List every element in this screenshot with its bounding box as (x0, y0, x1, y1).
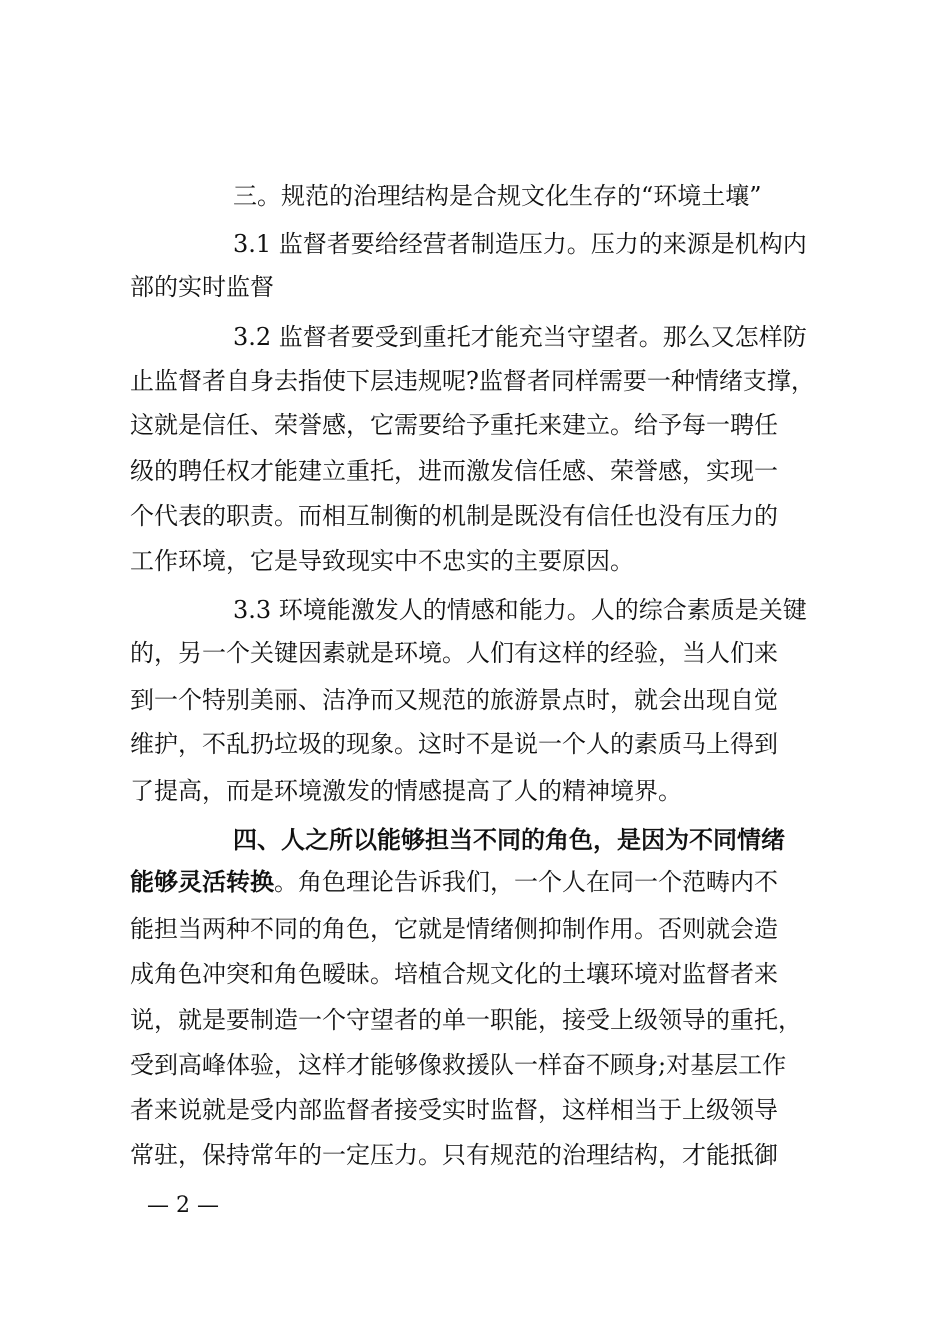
paragraph-3-1-line-2: 部的实时监督 (130, 273, 274, 301)
paragraph-3-2-line-1: 3.2 监督者要受到重托才能充当守望者。那么又怎样防 (233, 323, 807, 351)
section-4-line-7: 者来说就是受内部监督者接受实时监督，这样相当于上级领导 (130, 1096, 778, 1124)
section-3-heading: 三。规范的治理结构是合规文化生存的“环境土壤” (233, 182, 762, 210)
section-4-line-4: 成角色冲突和角色暧昧。培植合规文化的土壤环境对监督者来 (130, 960, 778, 988)
section-4-line-6: 受到高峰体验，这样才能够像救援队一样奋不顾身;对基层工作 (130, 1051, 787, 1079)
section-4-line-5: 说，就是要制造一个守望者的单一职能，接受上级领导的重托， (130, 1006, 802, 1034)
paragraph-3-2-line-4: 级的聘任权才能建立重托，进而激发信任感、荣誉感，实现一 (130, 457, 778, 485)
paragraph-3-2-line-5: 个代表的职责。而相互制衡的机制是既没有信任也没有压力的 (130, 502, 778, 530)
section-4-line-8: 常驻，保持常年的一定压力。只有规范的治理结构，才能抵御 (130, 1141, 778, 1169)
paragraph-3-3-line-3: 到一个特别美丽、洁净而又规范的旅游景点时，就会出现自觉 (130, 686, 778, 714)
section-4-heading-line-2: 能够灵活转换 (130, 867, 274, 896)
paragraph-3-3-line-5: 了提高，而是环境激发的情感提高了人的精神境界。 (130, 777, 682, 805)
paragraph-3-2-line-6: 工作环境，它是导致现实中不忠实的主要原因。 (130, 547, 634, 575)
paragraph-3-3-line-4: 维护，不乱扔垃圾的现象。这时不是说一个人的素质马上得到 (130, 730, 778, 758)
page-number: — 2 — (147, 1193, 219, 1218)
section-4-line-2 (130, 867, 778, 897)
paragraph-3-3-line-2: 的，另一个关键因素就是环境。人们有这样的经验，当人们来 (130, 639, 778, 667)
section-4-line-2-text: 。角色理论告诉我们，一个人在同一个范畴内不 (274, 868, 778, 896)
section-4-line-3: 能担当两种不同的角色，它就是情绪侧抑制作用。否则就会造 (130, 915, 778, 943)
paragraph-3-1-line-1: 3.1 监督者要给经营者制造压力。压力的来源是机构内 (233, 230, 807, 258)
paragraph-3-2-line-3: 这就是信任、荣誉感，它需要给予重托来建立。给予每一聘任 (130, 411, 778, 439)
paragraph-3-2-line-2: 止监督者自身去指使下层违规呢?监督者同样需要一种情绪支撑， (130, 367, 815, 395)
section-4-heading-line-1: 四、人之所以能够担当不同的角色，是因为不同情绪 (233, 825, 785, 854)
paragraph-3-3-line-1: 3.3 环境能激发人的情感和能力。人的综合素质是关键 (233, 596, 807, 624)
